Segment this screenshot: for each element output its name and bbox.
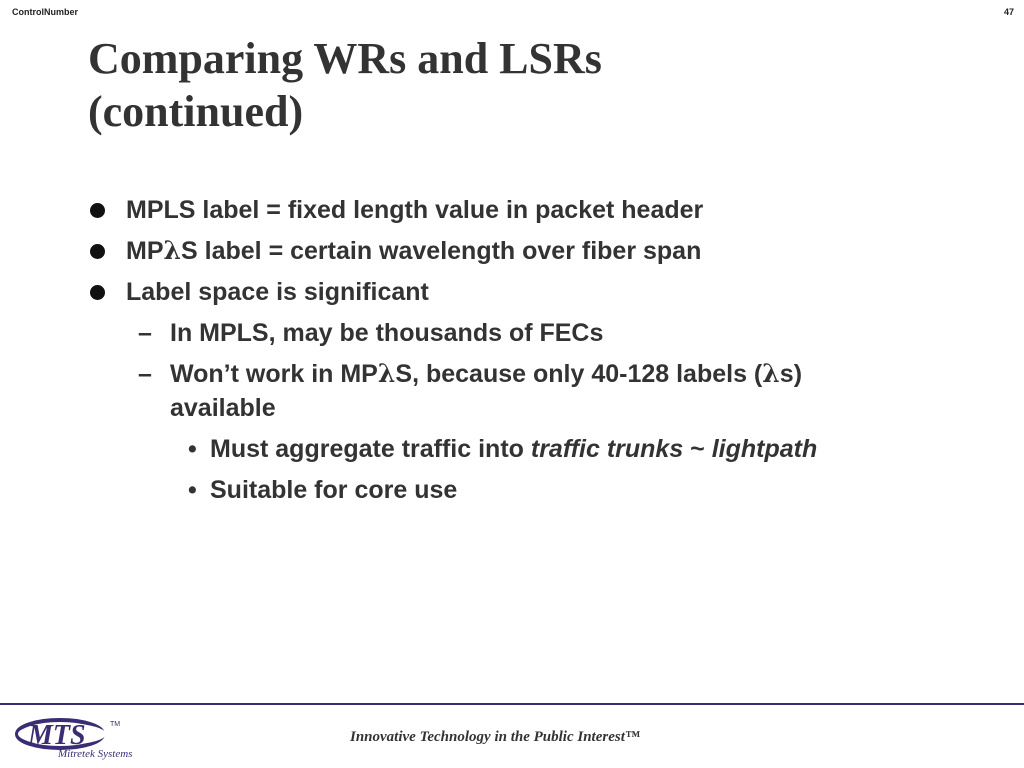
bullet-text-prefix: MP [126,237,164,265]
sub-bullet-item-2 [138,357,802,425]
sub-sub-bullet-item-2 [188,473,457,507]
small-bullet-marker: • [188,476,197,504]
lambda-symbol: λ [163,236,182,265]
sub-bullet-text [170,357,802,425]
bullet-text: Label space is significant [126,278,429,306]
bullet-dot-icon [90,285,105,300]
bullet-item-2 [90,234,701,268]
bullet-dot-icon [90,203,105,218]
bullet-text [126,234,701,268]
sub-sub-bullet-prefix: Must aggregate traffic into [210,435,531,463]
sub-sub-bullet-text: Suitable for core use [210,476,458,504]
sub-bullet-line-2: available [170,394,276,422]
italic-term-lightpath: lightpath [711,435,818,463]
lambda-symbol: λ [762,359,780,388]
footer-tagline: Innovative Technology in the Public Interest™ [350,729,640,745]
bullet-text-suffix: S label = certain wavelength over fiber span [181,237,702,265]
bullet-item-1 [90,193,703,227]
logo-trademark: TM [110,721,121,728]
tilde-separator: ~ [683,435,712,463]
italic-term-traffic-trunks: traffic trunks [530,435,684,463]
sub-sub-bullet-text [210,432,817,466]
dash-marker: – [138,360,152,388]
sub-bullet-text: In MPLS, may be thousands of FECs [170,319,604,347]
page-number: 47 [1003,7,1014,17]
control-number: ControlNumber [12,7,78,17]
sub-bullet-suffix: s) [779,360,803,388]
logo-text: MTS [28,720,86,751]
bullet-text: MPLS label = fixed length value in packet header [126,196,704,224]
lambda-symbol: λ [377,359,396,388]
sub-bullet-prefix: Won’t work in MP [170,360,378,388]
bullet-item-3 [90,275,429,309]
footer-divider [0,703,1024,705]
small-bullet-marker: • [188,435,197,463]
sub-bullet-item-1 [138,316,603,350]
mts-logo [14,712,164,762]
slide-title-line-2: (continued) [88,87,304,136]
dash-marker: – [138,319,152,347]
logo-subtitle: Mitretek Systems [58,748,133,760]
sub-sub-bullet-item-1 [188,432,817,466]
bullet-dot-icon [90,244,105,259]
sub-bullet-middle: S, because only 40-128 labels ( [395,360,763,388]
slide-title-line-1: Comparing WRs and LSRs [88,34,602,83]
